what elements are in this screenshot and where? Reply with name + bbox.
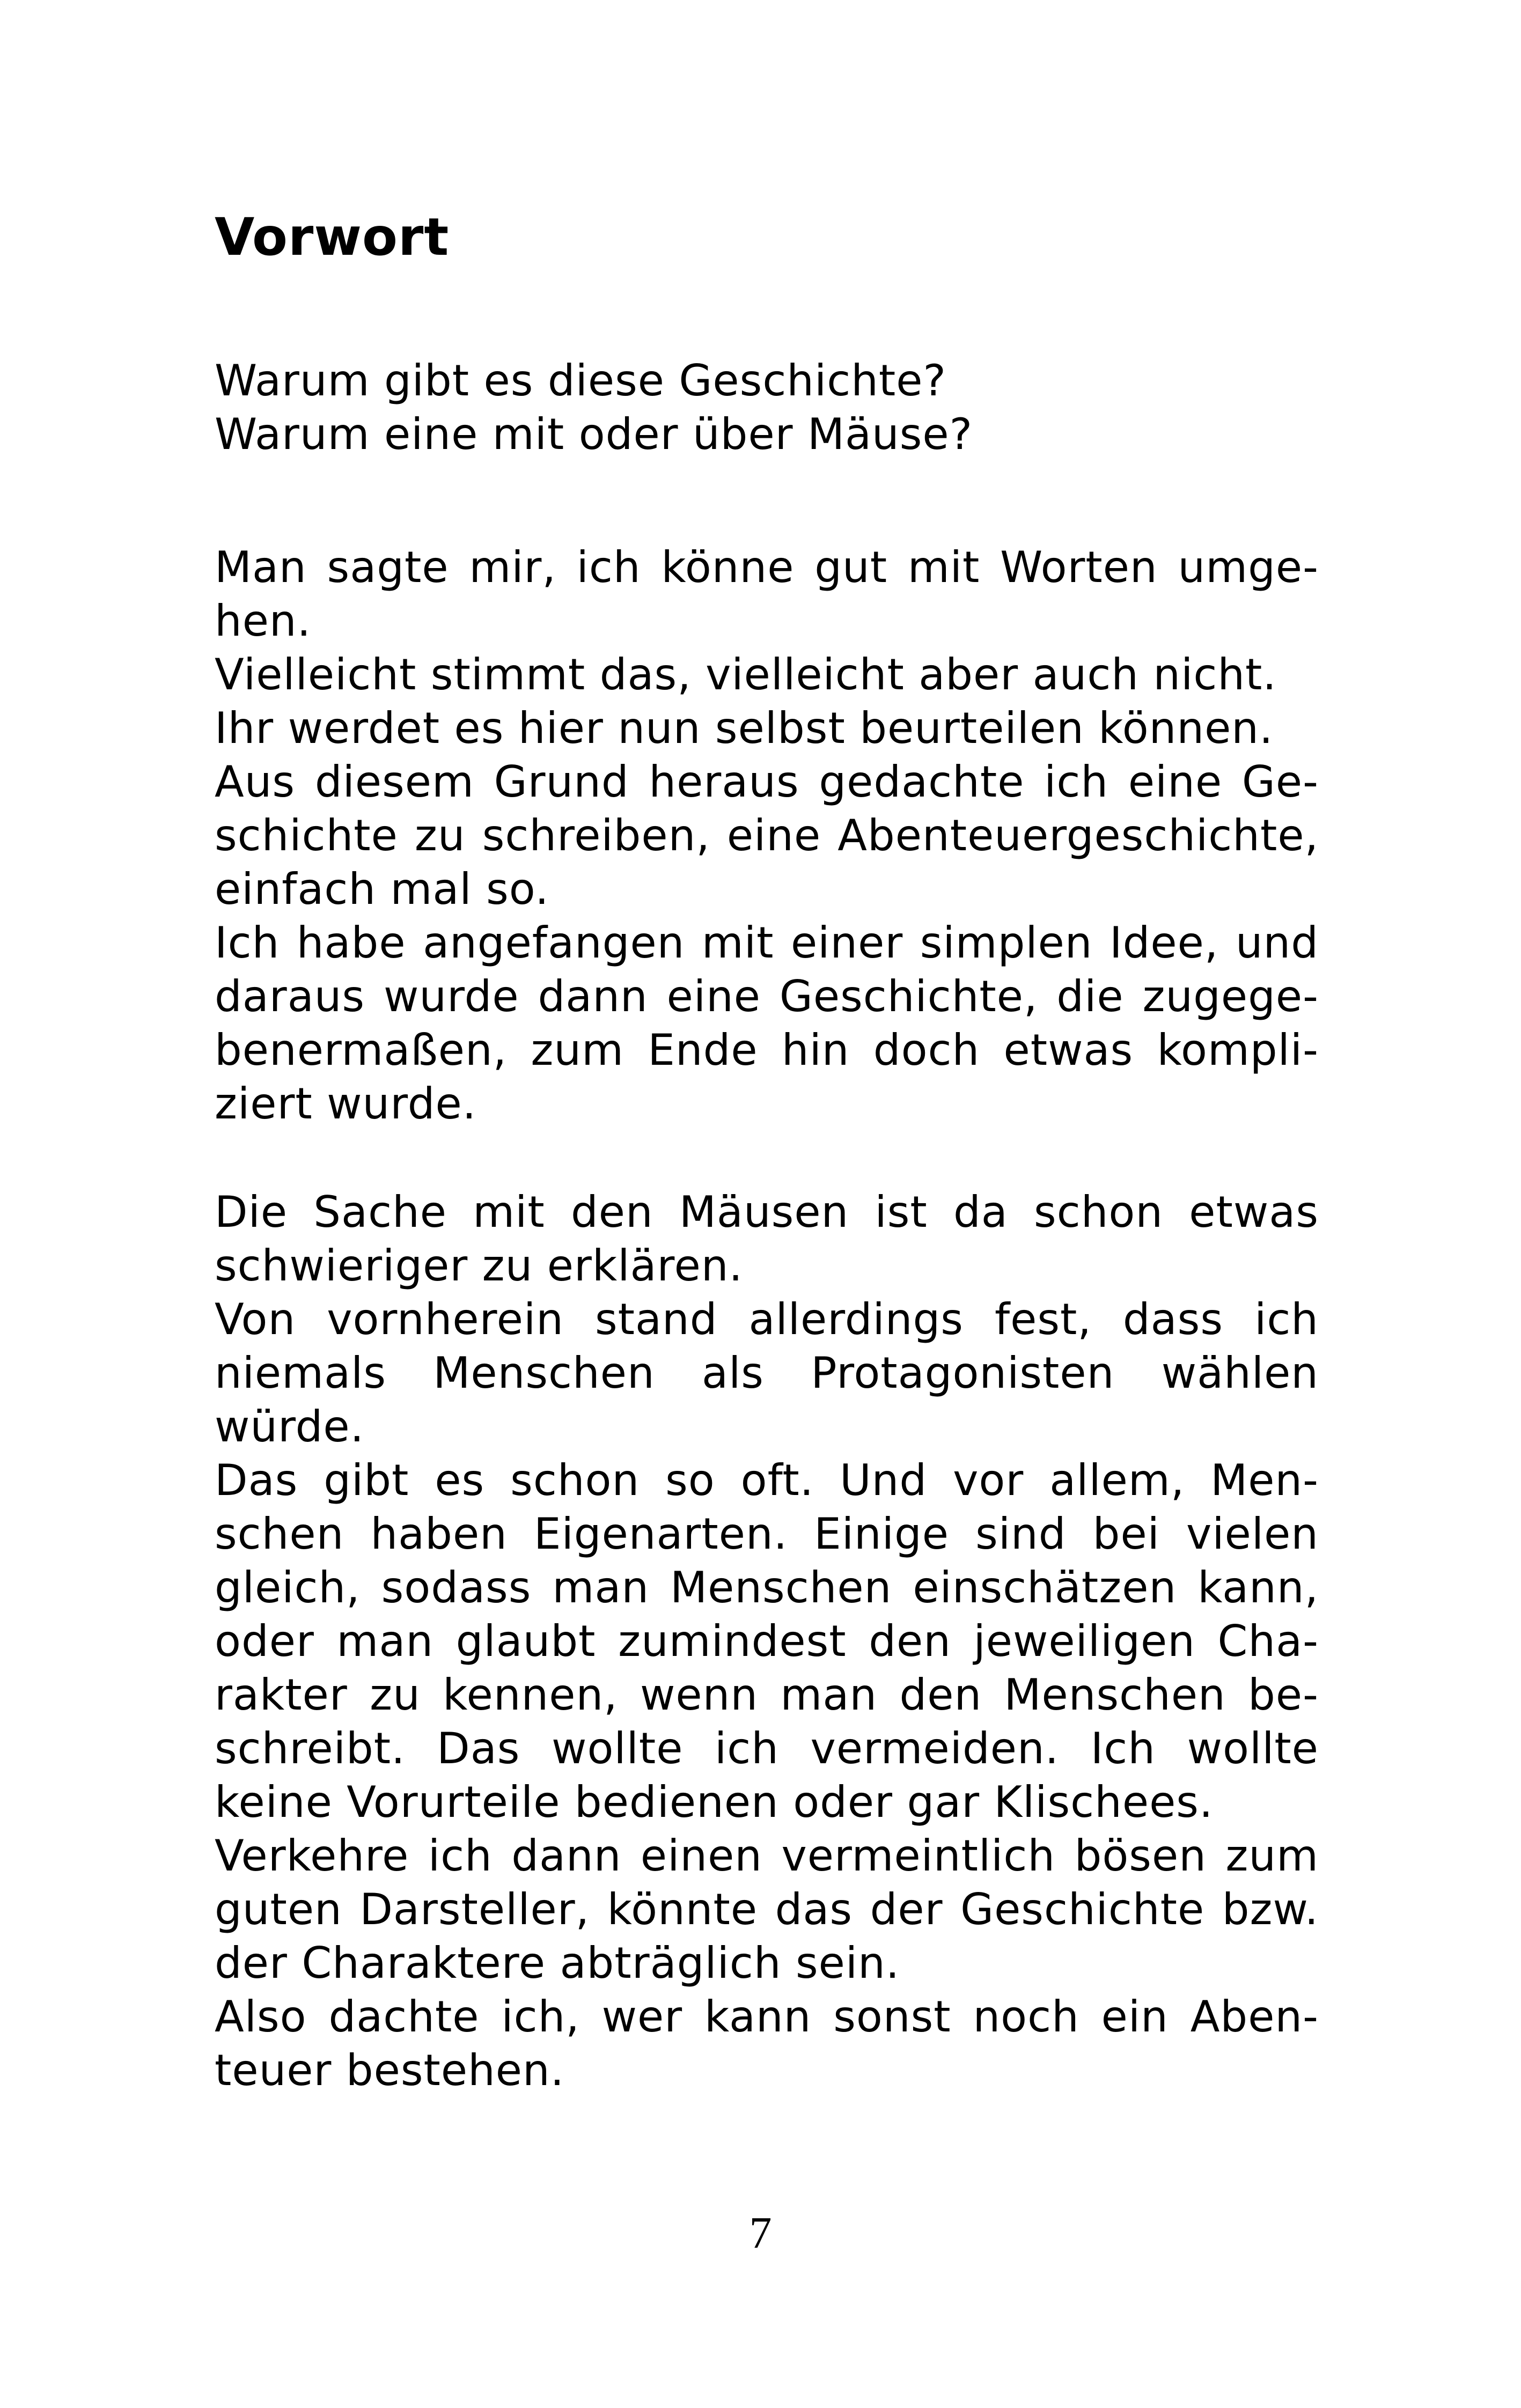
text-line: ziert wurde. xyxy=(215,1079,477,1129)
text-line: Vielleicht stimmt das, vielleicht aber auch nicht. xyxy=(215,650,1277,699)
text-line: Aus diesem Grund heraus gedachte ich eine Ge- xyxy=(215,757,1319,807)
text-line: gleich, sodass man Menschen einschätzen kann, xyxy=(215,1563,1319,1612)
text-line: niemals Menschen als Protagonisten wählen xyxy=(215,1348,1319,1398)
text-line: Ihr werdet es hier nun selbst beurteilen können. xyxy=(215,703,1274,753)
text-line: schen haben Eigenarten. Einige sind bei vielen xyxy=(215,1509,1319,1559)
text-line: guten Darsteller, könnte das der Geschichte bzw. xyxy=(215,1884,1319,1934)
text-line: Warum gibt es diese Geschichte? xyxy=(215,356,946,406)
paragraph-2 xyxy=(215,1185,1319,2097)
text-line: rakter zu kennen, wenn man den Menschen be- xyxy=(215,1670,1319,1720)
intro-block xyxy=(215,354,1319,461)
paragraph-1 xyxy=(215,541,1319,1131)
text-line: würde. xyxy=(215,1402,365,1452)
text-line: schwieriger zu erklären. xyxy=(215,1241,743,1291)
text-line: schichte zu schreiben, eine Abenteuergeschichte, xyxy=(215,811,1319,860)
text-line: keine Vorurteile bedienen oder gar Klischees. xyxy=(215,1777,1214,1827)
text-line: schreibt. Das wollte ich vermeiden. Ich wollte xyxy=(215,1724,1319,1773)
text-line: oder man glaubt zumindest den jeweiligen Cha- xyxy=(215,1616,1319,1666)
chapter-heading: Vorwort xyxy=(215,207,450,267)
text-line: Das gibt es schon so oft. Und vor allem, Men- xyxy=(215,1455,1319,1505)
text-line: Die Sache mit den Mäusen ist da schon etwas xyxy=(215,1187,1319,1237)
text-line: Also dachte ich, wer kann sonst noch ein Aben- xyxy=(215,1992,1319,2042)
text-line: der Charaktere abträglich sein. xyxy=(215,1938,900,1988)
text-line: Warum eine mit oder über Mäuse? xyxy=(215,409,973,459)
page-number: 7 xyxy=(749,2208,772,2258)
text-line: teuer bestehen. xyxy=(215,2045,565,2095)
text-line: daraus wurde dann eine Geschichte, die zugege- xyxy=(215,971,1319,1021)
text-line: benermaßen, zum Ende hin doch etwas kompli- xyxy=(215,1025,1319,1075)
text-line: hen. xyxy=(215,596,312,646)
text-line: Man sagte mir, ich könne gut mit Worten umge- xyxy=(215,542,1319,592)
text-line: Verkehre ich dann einen vermeintlich bösen zum xyxy=(215,1831,1319,1881)
text-line: Ich habe angefangen mit einer simplen Idee, und xyxy=(215,918,1319,968)
text-line: einfach mal so. xyxy=(215,864,549,914)
text-line: Von vornherein stand allerdings fest, dass ich xyxy=(215,1294,1319,1344)
